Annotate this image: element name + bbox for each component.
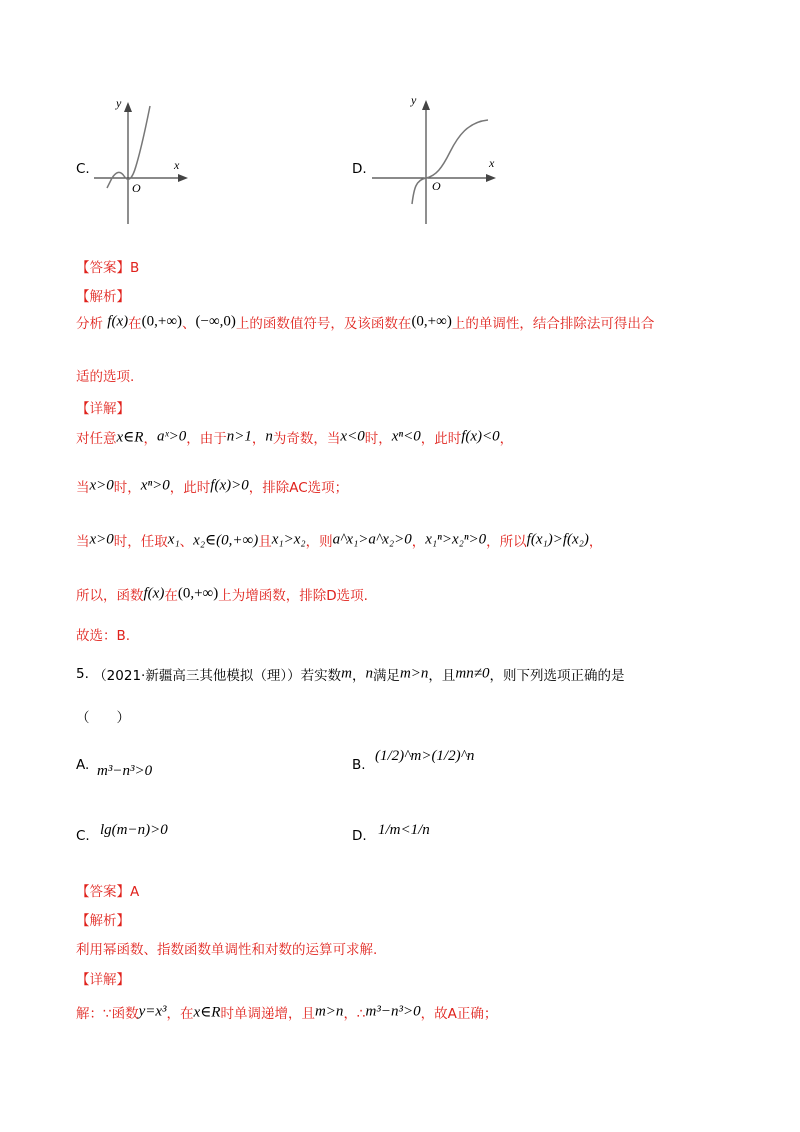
graph-d bbox=[370, 92, 505, 227]
graph-c-y-label: y bbox=[116, 96, 122, 110]
q4-analysis-line1: 分析 f(x)在(0,+∞)、(−∞,0)上的函数值符号，及该函数在(0,+∞)上的单调性，结合排除法可得出合 bbox=[76, 313, 655, 332]
q5-source: （2021·新疆高三其他模拟（理）） bbox=[93, 668, 301, 684]
interval-expr: (0,+∞) bbox=[141, 313, 183, 330]
q4-detail-line3: 当x>0时，任取x₁、x₂∈(0,+∞)且x₁>x₂，则a^x₁>a^x₂>0，x₁ⁿ>x₂ⁿ>0，所以f(x₁)>f(x₂)， bbox=[76, 531, 603, 550]
q5-answer-label: 【答案】 bbox=[76, 884, 130, 900]
q4-detail-line1: 对任意x∈R，aˣ>0，由于n>1，n为奇数，当x<0时，xⁿ<0，此时f(x)<0， bbox=[76, 428, 514, 447]
q4-analysis-label: 【解析】 bbox=[76, 289, 130, 305]
q4-answer-value: B bbox=[130, 260, 140, 276]
q4-detail-label: 【详解】 bbox=[76, 401, 130, 417]
q4-detail-line4: 所以，函数f(x)在(0,+∞)上为增函数，排除D选项. bbox=[76, 585, 368, 604]
option-c-label: C. bbox=[76, 161, 90, 177]
q5-analysis-text: 利用幂函数、指数函数单调性和对数的运算可求解. bbox=[76, 942, 378, 958]
graph-c bbox=[92, 96, 202, 226]
q4-analysis-line2: 适的选项. bbox=[76, 369, 135, 385]
graph-c-x-label: x bbox=[174, 158, 180, 172]
q5-detail-label: 【详解】 bbox=[76, 972, 130, 988]
q5-analysis-label: 【解析】 bbox=[76, 913, 130, 929]
q5-blank: （ ） bbox=[76, 710, 130, 726]
fx-expr: f(x) bbox=[107, 313, 129, 330]
graph-d-y-label: y bbox=[411, 93, 417, 107]
q5-answer bbox=[76, 880, 139, 900]
interval-expr: (0,+∞) bbox=[411, 313, 452, 330]
graph-c-origin-label: O bbox=[132, 181, 141, 195]
option-d-label: D. bbox=[352, 161, 367, 177]
q5-option-a-expr: m³−n³>0 bbox=[97, 763, 153, 779]
graph-d-origin-label: O bbox=[432, 179, 441, 193]
q5-number: 5. bbox=[76, 666, 89, 682]
q5-option-b-label: B. bbox=[352, 757, 366, 773]
q5-detail-line: 解：∵函数y=x³，在x∈R时单调递增，且m>n，∴m³−n³>0，故A正确； bbox=[76, 1003, 498, 1022]
q5-answer-value: A bbox=[130, 884, 140, 900]
q5-option-a-label: A. bbox=[76, 757, 90, 773]
q5-stem: 5. （2021·新疆高三其他模拟（理））若实数m，n满足m>n，且mn≠0，则下列选项正确的是 bbox=[76, 665, 625, 684]
q5-option-d-expr: 1/m<1/n bbox=[378, 822, 430, 838]
q5-option-d-label: D. bbox=[352, 828, 367, 844]
q4-detail-line2: 当x>0时，xⁿ>0，此时f(x)>0，排除AC选项； bbox=[76, 477, 349, 496]
graph-d-x-label: x bbox=[489, 156, 495, 170]
q5-option-c-label: C. bbox=[76, 828, 90, 844]
q4-conclusion: 故选：B. bbox=[76, 628, 131, 644]
q4-answer-label: 【答案】 bbox=[76, 260, 130, 276]
q5-option-b-expr: (1/2)^m>(1/2)^n bbox=[375, 748, 475, 764]
q5-option-c-expr: lg(m−n)>0 bbox=[100, 822, 168, 838]
interval-expr: (−∞,0) bbox=[195, 313, 236, 330]
q4-answer bbox=[76, 256, 139, 276]
